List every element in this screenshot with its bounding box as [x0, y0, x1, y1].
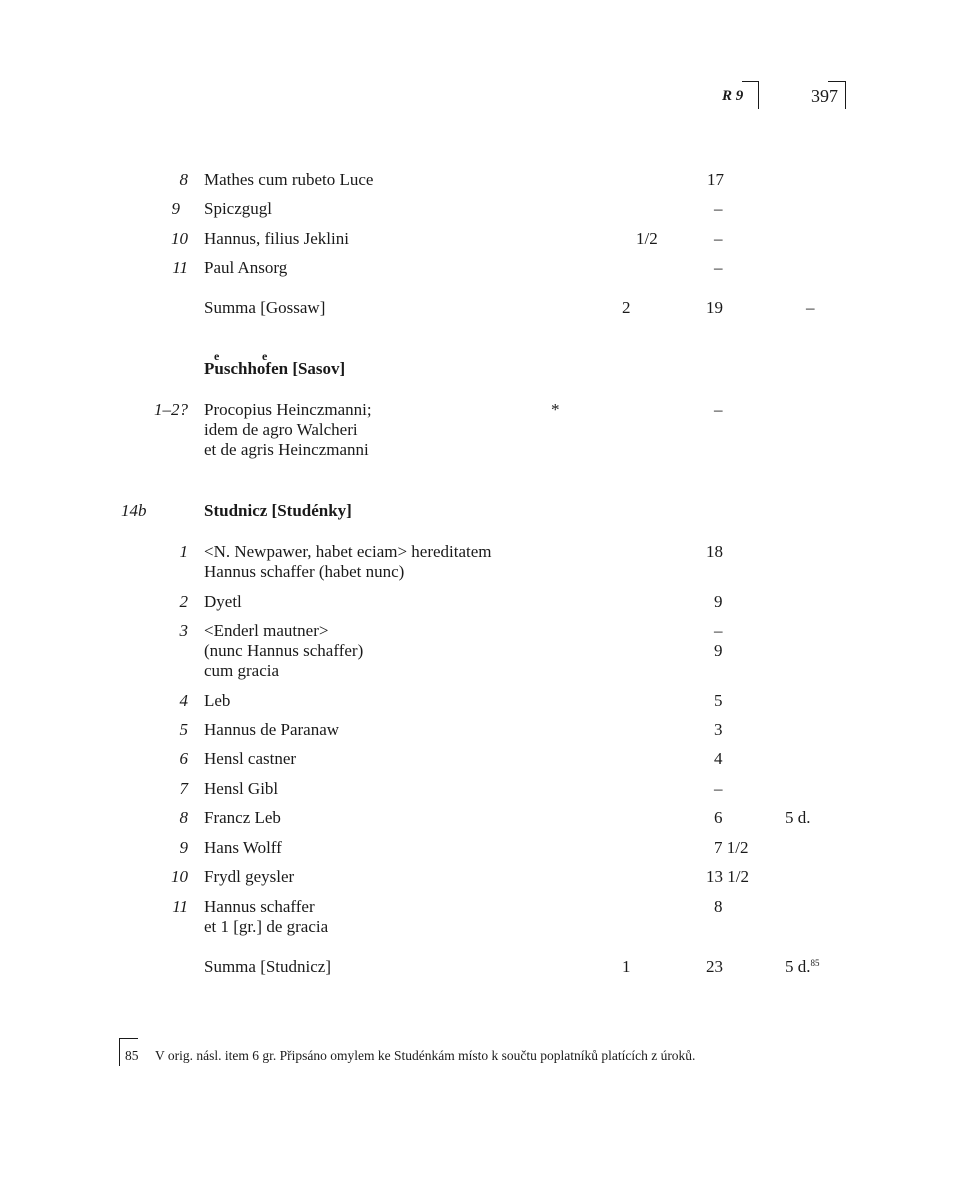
- amount-groschen: 9: [714, 592, 723, 611]
- amount-groschen: –: [714, 199, 723, 218]
- row-number: 10: [171, 867, 188, 886]
- entry-name: [204, 621, 363, 681]
- entry-name: Hannus de Paranaw: [204, 720, 340, 739]
- summa-first: 1: [622, 957, 631, 976]
- row-number: 7: [179, 779, 188, 798]
- row-number: 10: [171, 229, 188, 248]
- footnote-reference[interactable]: 85: [810, 958, 820, 968]
- entry-line: <N. Newpawer, habet eciam> hereditatem: [204, 542, 492, 561]
- page-number: 397: [811, 86, 838, 106]
- header-corner-mark: [742, 81, 759, 109]
- row-number: 11: [172, 258, 188, 277]
- page-corner-mark: [828, 81, 846, 109]
- footnote-text: V orig. násl. item 6 gr. Připsáno omylem ke Studénkám místo k součtu poplatníků platících z úroků.: [155, 1048, 696, 1063]
- entry-line: <Enderl mautner>: [204, 621, 329, 640]
- entry-line: Hannus schaffer (habet nunc): [204, 562, 405, 581]
- summa-first: 2: [622, 298, 631, 317]
- amount-groschen: 6: [714, 808, 723, 827]
- entry-name: Hannus, filius Jeklini: [204, 229, 349, 248]
- entry-name: Mathes cum rubeto Luce: [204, 170, 374, 189]
- amount-line: –: [714, 621, 723, 640]
- row-number: 3: [179, 621, 188, 640]
- entry-name: Leb: [204, 691, 231, 710]
- amount-groschen: [714, 621, 723, 661]
- row-number: 1–2?: [154, 400, 188, 419]
- entry-name: Frydl geysler: [204, 867, 295, 886]
- amount-groschen: 3: [714, 720, 723, 739]
- entry-line: Hannus schaffer: [204, 897, 315, 916]
- row-number: 6: [179, 749, 188, 768]
- amount-groschen: –: [714, 229, 723, 248]
- amount-denarii: 5 d.: [785, 808, 811, 827]
- row-number: 5: [179, 720, 188, 739]
- amount-groschen: 4: [714, 749, 723, 768]
- row-number: 2: [179, 592, 188, 611]
- amount-groschen: 8: [714, 897, 723, 916]
- amount-groschen: –: [714, 400, 723, 419]
- entry-name: Paul Ansorg: [204, 258, 288, 277]
- summa-denarii: –: [806, 298, 815, 317]
- entry-name: Hans Wolff: [204, 838, 282, 857]
- entry-name: [204, 542, 492, 582]
- entry-name: [204, 897, 328, 937]
- row-number: 11: [172, 897, 188, 916]
- section-header: R 9: [722, 88, 744, 104]
- section-title-sasov: Puschhofen [Sasov]: [204, 359, 346, 378]
- folio-number: 14b: [121, 501, 147, 520]
- summa-groschen: 23: [706, 957, 723, 976]
- row-number: 1: [179, 542, 188, 561]
- entry-name: Hensl castner: [204, 749, 297, 768]
- superscript-mark: e: [214, 349, 220, 363]
- row-number: 4: [179, 691, 188, 710]
- amount-first: 1/2: [636, 229, 658, 248]
- entry-name: Spiczgugl: [204, 199, 272, 218]
- entry-line: cum gracia: [204, 661, 280, 680]
- row-number: 9: [171, 199, 180, 218]
- amount-groschen: 5: [714, 691, 723, 710]
- amount-groschen: 13 1/2: [706, 867, 749, 886]
- amount-groschen: –: [714, 779, 723, 798]
- entry-name: Dyetl: [204, 592, 242, 611]
- superscript-mark: e: [262, 349, 268, 363]
- row-number: 9: [179, 838, 188, 857]
- entry-line: idem de agro Walcheri: [204, 420, 358, 439]
- entry-line: (nunc Hannus schaffer): [204, 641, 364, 660]
- entry-line: et 1 [gr.] de gracia: [204, 917, 329, 936]
- row-number: 8: [179, 170, 188, 189]
- asterisk-mark: *: [551, 400, 560, 419]
- section-title-studnicz: Studnicz [Studénky]: [204, 501, 352, 520]
- amount-groschen: 18: [706, 542, 723, 561]
- amount-groschen: 17: [707, 170, 724, 189]
- summa-label: Summa [Studnicz]: [204, 957, 332, 976]
- summa-denarii: [785, 957, 820, 977]
- summa-denarii-value: 5 d.: [785, 957, 811, 976]
- entry-line: et de agris Heinczmanni: [204, 440, 369, 459]
- footnote-number: 85: [125, 1048, 139, 1063]
- row-number: 8: [179, 808, 188, 827]
- entry-line: Procopius Heinczmanni;: [204, 400, 372, 419]
- amount-groschen: –: [714, 258, 723, 277]
- entry-name: Francz Leb: [204, 808, 281, 827]
- summa-groschen: 19: [706, 298, 723, 317]
- summa-label: Summa [Gossaw]: [204, 298, 326, 317]
- entry-name: [204, 400, 372, 460]
- amount-groschen: 7 1/2: [714, 838, 749, 857]
- amount-line: 9: [714, 641, 723, 660]
- entry-name: Hensl Gibl: [204, 779, 279, 798]
